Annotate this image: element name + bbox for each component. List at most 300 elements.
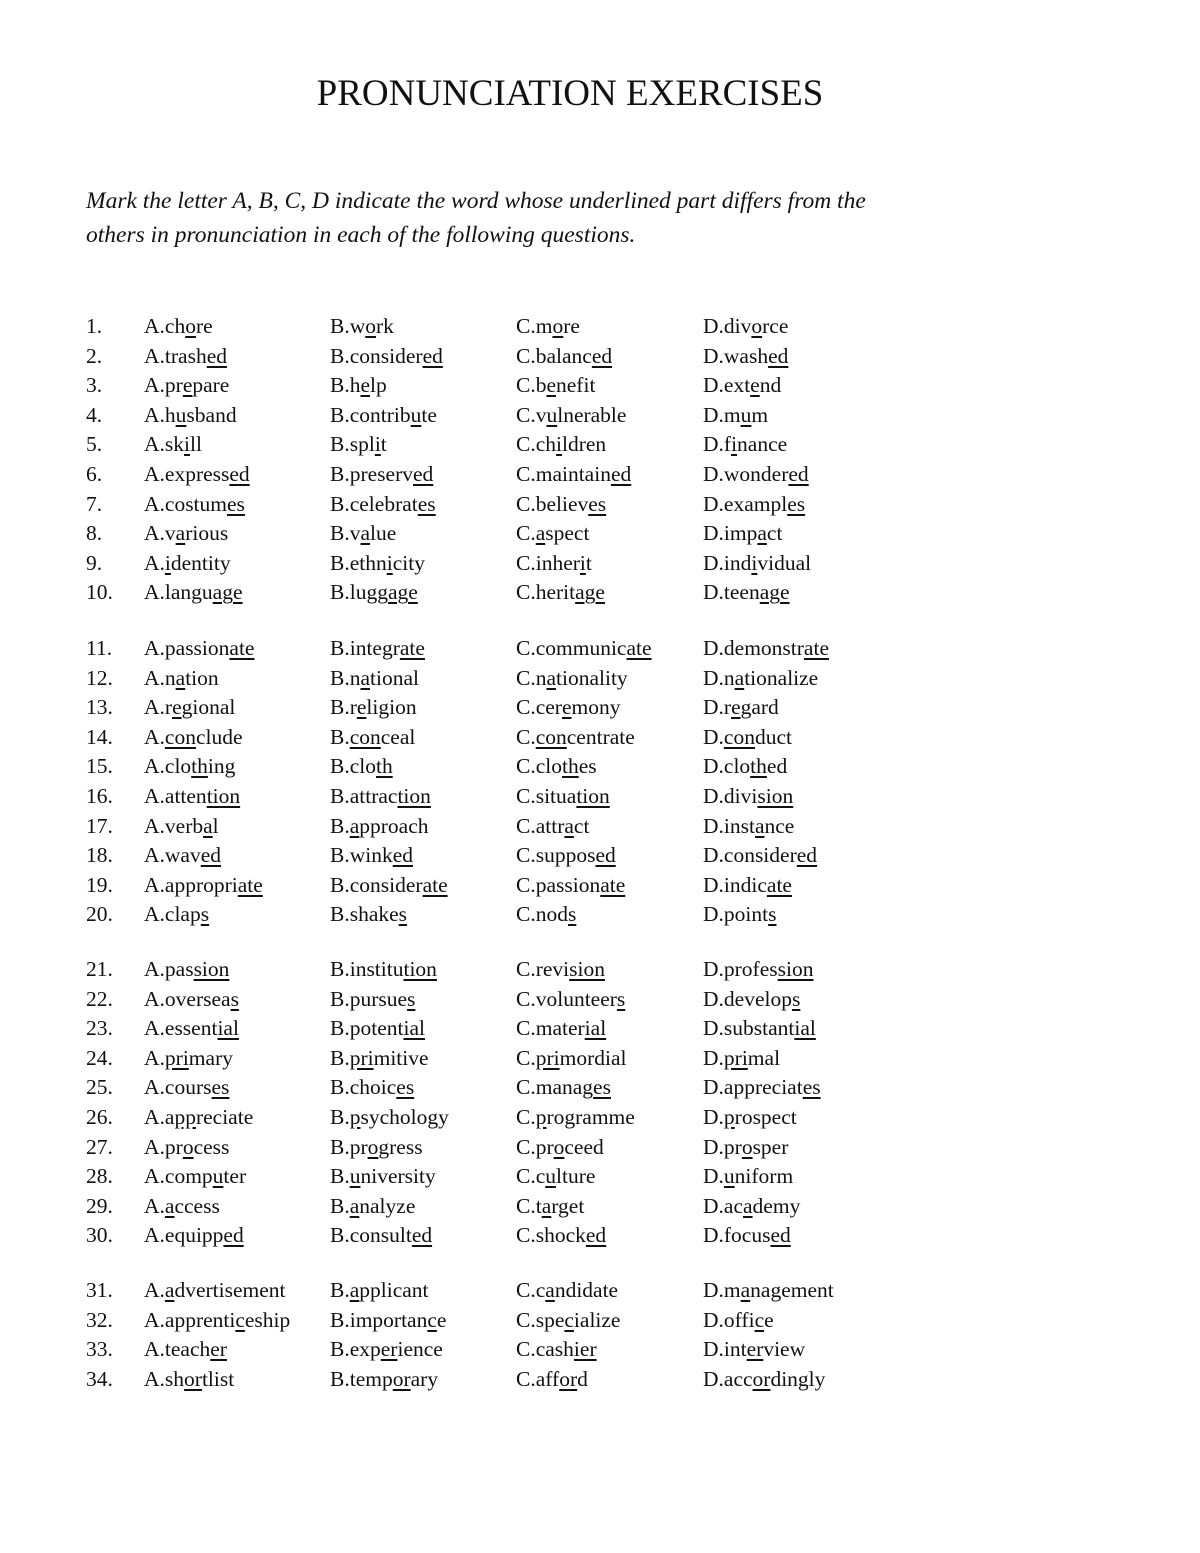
underlined-part: ed — [392, 843, 414, 868]
option-c: C.supposed — [516, 843, 616, 868]
option-b: B.conceal — [330, 724, 416, 749]
question-number: 29. — [86, 1193, 113, 1218]
underlined-part: con — [164, 724, 196, 749]
underlined-part: es — [211, 1075, 230, 1100]
question-number: 24. — [86, 1045, 113, 1070]
question-number: 10. — [86, 580, 113, 605]
option-d: D.office — [703, 1307, 774, 1332]
option-d: D.nationalize — [703, 665, 819, 690]
underlined-part: sion — [757, 784, 794, 808]
option-c: C.maintained — [516, 462, 632, 486]
option-c: C.attract — [516, 813, 590, 838]
option-c: C.material — [516, 1016, 607, 1041]
option-b: B.consulted — [330, 1223, 433, 1248]
underlined-part: a — [757, 521, 767, 546]
underlined-part: age — [759, 580, 790, 605]
question-number: 4. — [86, 402, 103, 427]
underlined-part: p — [535, 1105, 547, 1129]
underlined-part: ed — [223, 1223, 244, 1248]
underlined-part: i — [374, 432, 381, 457]
underlined-part: i — [184, 432, 191, 457]
option-c: C.culture — [516, 1164, 596, 1189]
underlined-part: th — [561, 754, 579, 779]
underlined-part: s — [567, 902, 577, 927]
underlined-part: ed — [229, 462, 250, 486]
option-b: B.considered — [330, 343, 443, 368]
question-number: 7. — [86, 491, 103, 516]
underlined-part: i — [386, 550, 393, 575]
option-d: D.individual — [703, 550, 812, 575]
underlined-part: es — [588, 491, 607, 516]
question-row — [0, 1337, 1200, 1367]
option-c: C.specialize — [516, 1307, 621, 1332]
option-a: A.passion — [144, 957, 230, 981]
option-a: A.prepare — [144, 373, 230, 398]
option-b: B.split — [330, 432, 387, 457]
underlined-part: es — [593, 1075, 611, 1100]
option-d: D.examples — [703, 491, 806, 516]
underlined-part: e — [182, 373, 193, 398]
question-number: 14. — [86, 724, 113, 749]
question-number: 26. — [86, 1105, 113, 1129]
underlined-part: o — [751, 314, 763, 338]
option-d: D.washed — [703, 343, 789, 368]
underlined-part: ed — [610, 462, 632, 486]
question-number: 19. — [86, 872, 113, 897]
option-c: C.cashier — [516, 1337, 597, 1362]
underlined-part: c — [754, 1307, 765, 1332]
underlined-part: a — [734, 665, 745, 690]
question-number: 27. — [86, 1134, 113, 1159]
underlined-part: a — [545, 1278, 555, 1302]
question-number: 23. — [86, 1016, 113, 1041]
underlined-part: es — [802, 1075, 821, 1100]
question-number: 16. — [86, 784, 113, 808]
underlined-part: es — [396, 1075, 415, 1100]
option-d: D.focused — [703, 1223, 791, 1248]
option-a: A.costumes — [144, 491, 245, 516]
question-row — [0, 521, 1200, 551]
option-b: B.help — [330, 373, 387, 398]
underlined-part: ed — [411, 1223, 433, 1248]
underlined-part: a — [740, 1278, 751, 1302]
underlined-part: c — [564, 1307, 574, 1332]
underlined-part: a — [541, 1193, 552, 1218]
underlined-part: tion — [403, 957, 437, 981]
option-d: D.conduct — [703, 724, 792, 749]
underlined-part: o — [741, 1134, 753, 1159]
underlined-part: e — [360, 373, 371, 398]
underlined-part: sion — [777, 957, 814, 981]
underlined-part: i — [556, 432, 562, 457]
option-c: C.situation — [516, 784, 610, 808]
option-a: A.advertisement — [144, 1278, 286, 1302]
question-number: 21. — [86, 957, 113, 981]
option-a: A.apprenticeship — [144, 1307, 291, 1332]
option-d: D.extend — [703, 373, 782, 398]
option-a: A.expressed — [144, 462, 250, 486]
underlined-part: e — [172, 695, 182, 720]
question-row — [0, 843, 1200, 873]
underlined-part: age — [387, 580, 418, 605]
underlined-part: ier — [573, 1337, 597, 1362]
option-b: B.attraction — [330, 784, 431, 808]
option-d: D.interview — [703, 1337, 806, 1362]
underlined-part: a — [535, 521, 546, 546]
underlined-part: ed — [768, 343, 789, 368]
question-number: 9. — [86, 550, 103, 575]
option-a: A.appreciate — [144, 1105, 254, 1129]
question-number: 5. — [86, 432, 103, 457]
question-row — [0, 492, 1200, 522]
option-c: C.concentrate — [516, 724, 635, 749]
question-number: 15. — [86, 754, 113, 779]
underlined-part: s — [200, 902, 210, 927]
question-number: 17. — [86, 813, 113, 838]
option-a: A.computer — [144, 1164, 247, 1189]
question-row — [0, 1075, 1200, 1105]
underlined-part: u — [740, 402, 752, 427]
option-d: D.teenage — [703, 580, 790, 605]
underlined-part: a — [164, 1278, 175, 1302]
underlined-part: u — [212, 1164, 224, 1189]
option-a: A.chore — [144, 314, 213, 338]
underlined-part: s — [230, 986, 239, 1011]
underlined-part: ate — [626, 636, 652, 660]
question-row — [0, 1367, 1200, 1397]
underlined-part: o — [552, 314, 564, 338]
option-a: A.conclude — [144, 724, 243, 749]
underlined-part: p — [349, 1105, 361, 1129]
option-a: A.verbal — [144, 813, 219, 838]
option-d: D.accordingly — [703, 1366, 826, 1391]
underlined-part: i — [579, 550, 586, 575]
option-d: D.regard — [703, 695, 779, 720]
underlined-part: ial — [794, 1016, 816, 1041]
option-c: C.passionate — [516, 872, 626, 897]
underlined-part: a — [754, 813, 765, 838]
question-row — [0, 695, 1200, 725]
option-c: C.heritage — [516, 580, 605, 605]
question-row — [0, 1016, 1200, 1046]
question-row — [0, 873, 1200, 903]
option-a: A.clothing — [144, 754, 236, 779]
underlined-part: ed — [595, 843, 616, 868]
option-a: A.courses — [144, 1075, 230, 1100]
question-number: 12. — [86, 665, 113, 690]
underlined-part: th — [191, 754, 208, 779]
underlined-part: u — [349, 1164, 361, 1189]
underlined-part: con — [535, 724, 567, 749]
option-b: B.winked — [330, 843, 414, 868]
option-b: B.ethnicity — [330, 550, 425, 575]
question-row — [0, 987, 1200, 1017]
underlined-part: o — [553, 1134, 565, 1159]
instruction-line-1: Mark the letter A, B, C, D indicate the word whose underlined part differs from the — [86, 188, 866, 214]
option-d: D.demonstrate — [703, 636, 829, 660]
underlined-part: es — [417, 491, 436, 516]
underlined-part: ate — [600, 872, 626, 897]
option-b: B.celebrates — [330, 491, 436, 516]
option-a: A.skill — [144, 432, 202, 457]
option-b: B.importance — [330, 1307, 447, 1332]
underlined-part: u — [723, 1164, 735, 1189]
underlined-part: i — [164, 550, 171, 575]
underlined-part: es — [787, 491, 806, 516]
underlined-part: ate — [766, 872, 792, 897]
question-row — [0, 462, 1200, 492]
option-d: D.clothed — [703, 754, 788, 779]
underlined-part: tion — [576, 784, 610, 808]
underlined-part: sion — [569, 957, 605, 981]
underlined-part: o — [185, 314, 196, 338]
option-b: B.potential — [330, 1016, 425, 1041]
option-d: D.prospect — [703, 1105, 797, 1129]
question-row — [0, 666, 1200, 696]
option-b: B.pursues — [330, 986, 416, 1011]
underlined-part: or — [184, 1366, 202, 1391]
question-number: 25. — [86, 1075, 113, 1100]
option-b: B.university — [330, 1164, 436, 1189]
underlined-part: a — [349, 813, 360, 838]
option-d: D.management — [703, 1278, 834, 1302]
underlined-part: or — [752, 1366, 771, 1391]
underlined-part: ate — [803, 636, 829, 660]
underlined-part: ed — [413, 462, 434, 486]
underlined-part: s — [398, 902, 408, 927]
question-row — [0, 314, 1200, 344]
option-b: B.value — [330, 521, 397, 546]
option-d: D.prosper — [703, 1134, 789, 1159]
option-c: C.primordial — [516, 1045, 627, 1070]
option-a: A.passionate — [144, 636, 255, 660]
option-b: B.contribute — [330, 402, 437, 427]
option-b: B.approach — [330, 813, 429, 838]
option-a: A.essential — [144, 1016, 239, 1041]
underlined-part: e — [356, 695, 367, 720]
underlined-part: e — [561, 695, 572, 720]
option-c: C.clothes — [516, 754, 597, 779]
underlined-part: u — [410, 402, 422, 427]
underlined-part: th — [750, 754, 767, 779]
option-a: A.teacher — [144, 1337, 227, 1362]
underlined-part: tion — [206, 784, 241, 808]
question-row — [0, 344, 1200, 374]
underlined-part: er — [380, 1337, 398, 1362]
option-b: B.choices — [330, 1075, 415, 1100]
underlined-part: ate — [422, 872, 448, 897]
underlined-part: ed — [591, 343, 613, 368]
underlined-part: e — [731, 695, 741, 720]
underlined-part: er — [746, 1337, 764, 1362]
option-c: C.programme — [516, 1105, 635, 1129]
underlined-part: u — [546, 402, 558, 427]
underlined-part: ed — [585, 1223, 607, 1248]
underlined-part: a — [349, 1193, 360, 1218]
question-row — [0, 551, 1200, 581]
underlined-part: ate — [229, 636, 255, 660]
underlined-part: i — [751, 550, 758, 575]
option-c: C.inherit — [516, 550, 592, 575]
question-row — [0, 725, 1200, 755]
underlined-part: s — [616, 986, 626, 1011]
underlined-part: a — [743, 1193, 753, 1218]
underlined-part: c — [235, 1307, 245, 1332]
option-b: B.experience — [330, 1337, 443, 1362]
question-number: 33. — [86, 1337, 113, 1362]
option-b: B.progress — [330, 1134, 423, 1159]
underlined-part: er — [210, 1337, 227, 1362]
option-c: C.ceremony — [516, 695, 621, 720]
underlined-part: ed — [422, 343, 443, 368]
option-d: D.instance — [703, 813, 795, 838]
option-a: A.equipped — [144, 1223, 244, 1248]
underlined-part: a — [203, 813, 213, 838]
option-b: B.considerate — [330, 872, 448, 897]
option-d: D.substantial — [703, 1016, 816, 1041]
option-b: B.shakes — [330, 902, 408, 927]
question-row — [0, 432, 1200, 462]
option-c: C.candidate — [516, 1278, 619, 1302]
option-d: D.academy — [703, 1193, 801, 1218]
option-c: C.more — [516, 314, 580, 338]
underlined-part: pri — [723, 1045, 748, 1070]
option-a: A.regional — [144, 695, 236, 720]
option-d: D.finance — [703, 432, 788, 457]
underlined-part: o — [365, 314, 376, 338]
option-b: B.temporary — [330, 1366, 439, 1391]
question-row — [0, 1046, 1200, 1076]
option-d: D.profession — [703, 957, 814, 981]
option-c: C.manages — [516, 1075, 611, 1100]
question-number: 28. — [86, 1164, 113, 1189]
question-number: 34. — [86, 1366, 113, 1391]
option-b: B.national — [330, 665, 419, 690]
underlined-part: pri — [164, 1045, 189, 1070]
option-a: A.waved — [144, 843, 222, 868]
option-c: C.nods — [516, 902, 577, 927]
question-number: 8. — [86, 521, 103, 546]
question-row — [0, 580, 1200, 610]
underlined-part: ial — [217, 1016, 239, 1041]
underlined-part: es — [227, 491, 245, 516]
option-d: D.develops — [703, 986, 801, 1011]
question-row — [0, 1164, 1200, 1194]
question-row — [0, 754, 1200, 784]
underlined-part: tion — [397, 784, 431, 808]
option-b: B.work — [330, 314, 394, 338]
underlined-part: pri — [349, 1045, 374, 1070]
underlined-part: u — [545, 1164, 557, 1189]
option-d: D.considered — [703, 843, 818, 868]
option-c: C.shocked — [516, 1223, 607, 1248]
question-row — [0, 1194, 1200, 1224]
page-title: PRONUNCIATION EXERCISES — [316, 73, 824, 114]
option-d: D.appreciates — [703, 1075, 821, 1100]
option-c: C.volunteers — [516, 986, 626, 1011]
question-row — [0, 902, 1200, 932]
question-row — [0, 814, 1200, 844]
option-c: C.nationality — [516, 665, 628, 690]
option-a: A.appropriate — [144, 872, 263, 897]
underlined-part: th — [375, 754, 393, 779]
underlined-part: s — [768, 902, 777, 927]
option-a: A.overseas — [144, 986, 239, 1011]
question-number: 13. — [86, 695, 113, 720]
question-row — [0, 636, 1200, 666]
question-row — [0, 1105, 1200, 1135]
question-row — [0, 373, 1200, 403]
question-row — [0, 403, 1200, 433]
option-b: B.luggage — [330, 580, 418, 605]
question-number: 11. — [86, 636, 113, 660]
underlined-part: c — [427, 1307, 437, 1332]
option-c: C.benefit — [516, 373, 596, 398]
question-number: 6. — [86, 462, 103, 486]
question-number: 18. — [86, 843, 113, 868]
option-b: B.integrate — [330, 636, 425, 660]
option-c: C.revision — [516, 957, 605, 981]
option-d: D.points — [703, 902, 777, 927]
underlined-part: pp — [174, 1105, 196, 1129]
underlined-part: s — [407, 986, 416, 1011]
question-number: 31. — [86, 1278, 113, 1302]
underlined-part: s — [791, 986, 801, 1011]
underlined-part: a — [360, 665, 371, 690]
underlined-part: con — [349, 724, 381, 749]
underlined-part: or — [392, 1366, 411, 1391]
underlined-part: ate — [399, 636, 425, 660]
underlined-part: o — [182, 1134, 194, 1159]
underlined-part: ed — [206, 343, 227, 368]
option-c: C.children — [516, 432, 607, 457]
underlined-part: a — [164, 1193, 175, 1218]
underlined-part: a — [360, 521, 371, 546]
option-d: D.divorce — [703, 314, 789, 338]
underlined-part: ial — [403, 1016, 425, 1041]
question-row — [0, 957, 1200, 987]
option-a: A.access — [144, 1193, 220, 1218]
option-a: A.claps — [144, 902, 210, 927]
underlined-part: o — [367, 1134, 379, 1159]
option-c: C.communicate — [516, 636, 652, 660]
option-d: D.wondered — [703, 462, 809, 486]
option-d: D.indicate — [703, 872, 792, 897]
underlined-part: a — [546, 665, 557, 690]
question-number: 22. — [86, 986, 113, 1011]
option-a: A.trashed — [144, 343, 227, 368]
underlined-part: p — [723, 1105, 735, 1129]
option-a: A.process — [144, 1134, 230, 1159]
question-number: 1. — [86, 314, 103, 338]
underlined-part: ed — [200, 843, 222, 868]
underlined-part: age — [575, 580, 605, 605]
option-a: A.various — [144, 521, 229, 546]
question-row — [0, 1223, 1200, 1253]
option-b: B.applicant — [330, 1278, 429, 1302]
underlined-part: a — [175, 665, 186, 690]
question-row — [0, 1135, 1200, 1165]
question-number: 3. — [86, 373, 103, 398]
option-a: A.identity — [144, 550, 231, 575]
question-number: 30. — [86, 1223, 113, 1248]
option-c: C.balanced — [516, 343, 613, 368]
option-a: A.nation — [144, 665, 219, 690]
underlined-part: con — [723, 724, 755, 749]
option-b: B.religion — [330, 695, 417, 720]
underlined-part: e — [750, 373, 760, 398]
question-row — [0, 784, 1200, 814]
